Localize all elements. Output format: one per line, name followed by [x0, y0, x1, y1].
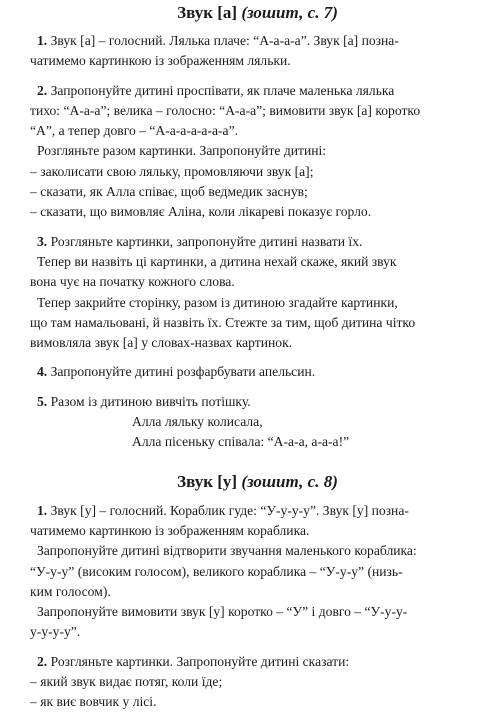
verse	[30, 412, 485, 453]
text-line: – який звук видає потяг, коли їде;	[30, 674, 223, 690]
section-title: Звук [у]	[177, 471, 238, 491]
section-title: Звук [а]	[177, 3, 238, 22]
paragraph	[30, 31, 485, 72]
text-line: 3. Розгляньте картинки, запропонуйте дитині назвати їх.	[37, 233, 363, 249]
paragraph	[30, 602, 485, 643]
text-line: Тепер ви назвіть ці картинки, а дитина нехай скаже, який звук	[37, 253, 397, 269]
text-line: чатимемо картинкою із зображенням кораблика.	[30, 522, 310, 538]
document-page	[0, 2, 497, 710]
paragraph	[30, 252, 485, 293]
text-line: у-у-у-у”.	[30, 624, 81, 640]
paragraph	[30, 141, 485, 222]
text-line: – сказати, як Алла співає, щоб ведмедик заснув;	[30, 184, 308, 200]
section-heading	[30, 471, 485, 493]
text-line: Запропонуйте вимовити звук [у] коротко – “У” і довго – “У-у-у-	[37, 604, 408, 620]
text-line: 5. Разом із дитиною вивчіть потішку.	[37, 393, 251, 409]
text-line: 2. Запропонуйте дитині проспівати, як плаче маленька лялька	[37, 82, 395, 98]
paragraph	[30, 392, 485, 412]
paragraph	[30, 81, 485, 142]
paragraph	[30, 232, 485, 252]
text-line: чатимемо картинкою із зображенням ляльки.	[30, 53, 291, 69]
paragraph	[30, 541, 485, 602]
text-line: що там намальовані, й назвіть їх. Стежте за тим, щоб дитина чітко	[30, 314, 416, 330]
text-line: “А”, а тепер довго – “А-а-а-а-а-а-а”.	[30, 123, 238, 139]
text-line: – заколисати свою ляльку, промовляючи звук [а];	[30, 163, 314, 179]
text-line: 2. Розгляньте картинки. Запропонуйте дитині сказати:	[37, 653, 350, 669]
text-line: Розгляньте разом картинки. Запропонуйте дитині:	[37, 143, 327, 159]
text-line: тихо: “А-а-а”; велика – голосно: “А-а-а”; вимовити звук [а] коротко	[30, 102, 421, 118]
section-heading	[30, 2, 485, 24]
text-line: – як виє вовчик у лісі.	[30, 694, 157, 710]
section-reference: (зошит, с. 8)	[241, 471, 338, 491]
text-line: “У-у-у” (високим голосом), великого кораблика – “У-у-у” (низь-	[30, 563, 403, 579]
text-line: 1. Звук [у] – голосний. Кораблик гуде: “У-у-у-у”. Звук [у] позна-	[37, 502, 409, 518]
paragraph	[30, 652, 485, 713]
section-reference: (зошит, с. 7)	[241, 3, 338, 22]
text-line: вона чує на початку кожного слова.	[30, 274, 235, 290]
paragraph	[30, 293, 485, 354]
text-line: – сказати, що вимовляє Аліна, коли лікареві показує горло.	[30, 204, 372, 220]
text-line: вимовляла звук [а] у словах-назвах картинок.	[30, 335, 293, 351]
paragraph	[30, 501, 485, 542]
paragraph	[30, 362, 485, 382]
text-line: 1. Звук [а] – голосний. Лялька плаче: “А-а-а-а”. Звук [а] позна-	[37, 33, 399, 48]
text-line: 4. Запропонуйте дитині розфарбувати апельсин.	[37, 364, 316, 380]
text-line: Тепер закрийте сторінку, разом із дитиною згадайте картинки,	[37, 294, 398, 310]
verse-line: Алла ляльку колисала,	[132, 414, 263, 430]
text-line: Запропонуйте дитині відтворити звучання маленького кораблика:	[37, 543, 417, 559]
text-line: ким голосом).	[30, 583, 111, 599]
verse-line: Алла пісеньку співала: “А-а-а, а-а-а!”	[132, 434, 350, 450]
